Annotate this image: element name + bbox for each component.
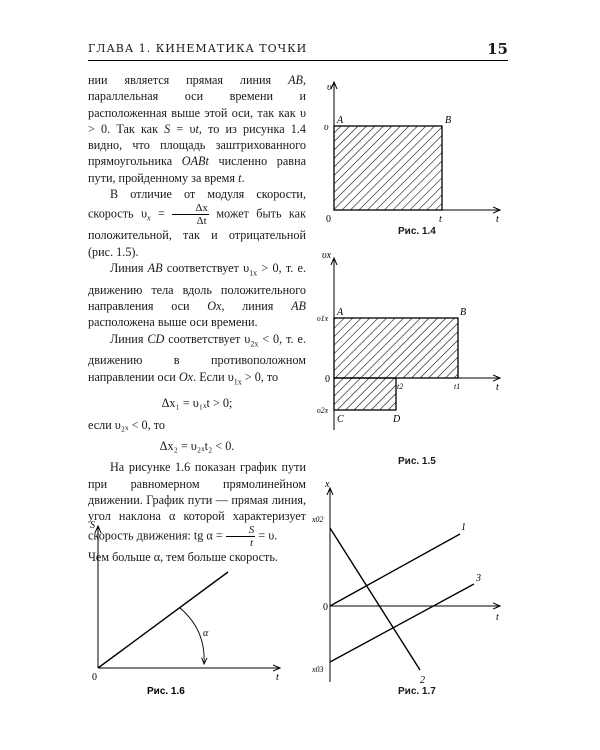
- formula-dx2: Δx₂ = υ₂ₓt₂ < 0.: [159, 438, 235, 453]
- paragraph-5: если υ₂ₓ < 0, то: [88, 417, 166, 432]
- fig17-caption: Рис. 1.7: [398, 686, 436, 697]
- paragraph-4: Линия CD соответствует $\upsilon_{2x} < 0$, т. е. движению в противоположном направлении оси Ox. Если $\upsilon_{1x} > 0$, то: [88, 331, 306, 387]
- fig14-point-b: B: [445, 115, 452, 126]
- paragraph-2: В отличие от модуля скорости, скорость $\upsilon_x$ = $\frac{\Delta x}{\Delta t}$ может быть как положительной, так и отрицательной (рис. 1.5).: [88, 187, 307, 259]
- fig16-caption: Рис. 1.6: [147, 686, 185, 697]
- fig14-y-label: υ: [327, 82, 332, 93]
- fig16-origin: 0: [92, 672, 97, 683]
- paragraph-3: Линия AB соответствует $\upsilon_{1x} > 0$, т. е. движению тела вдоль положительного направления оси Ox, линия AB расположена выше оси времени.: [88, 261, 306, 330]
- fig16-y-label: S: [90, 520, 95, 531]
- fig17-y-label: x: [325, 479, 330, 490]
- fig15-caption: Рис. 1.5: [398, 456, 436, 467]
- figure-1-5: [317, 250, 500, 430]
- paragraph-7: Чем больше α, тем больше скорость.: [88, 550, 278, 565]
- figure-1-7: [311, 479, 500, 686]
- fig15-positive-area: [334, 318, 458, 378]
- paragraph-1: нии является прямая линия AB, параллельная оси времени и расположенная выше этой оси, так как υ > 0. Так как S = υt, то из рисунка 1.4 видно, что площадь заштрихованного прямоугольника OABt численно равна пути, пройденному за время t.: [88, 73, 306, 185]
- velocity-fraction: $\frac{\Delta x}{\Delta t}$: [172, 202, 209, 227]
- fig17-x02: x02: [312, 515, 324, 524]
- fig17-line-1: [330, 534, 460, 606]
- formula-dx1: Δx₁ = υ₁ₓt > 0;: [161, 396, 233, 411]
- fig17-label-1: 1: [461, 522, 466, 533]
- fig14-x-label: t: [496, 214, 499, 225]
- fig17-label-2: 2: [420, 675, 425, 686]
- fig15-t2-tick: t2: [397, 382, 404, 391]
- figure-1-6: [90, 520, 280, 683]
- fig15-point-a: A: [337, 307, 344, 318]
- page-number: 15: [487, 40, 508, 58]
- fig15-origin: 0: [325, 374, 330, 385]
- fig16-path-line: [98, 572, 228, 668]
- fig17-label-3: 3: [476, 573, 481, 584]
- fig17-x-label: t: [496, 612, 499, 623]
- fig15-point-d: D: [393, 414, 401, 425]
- fig16-angle-label: α: [203, 628, 209, 639]
- fig15-t1-tick: t1: [454, 382, 461, 391]
- tangent-fraction: $\frac{S}{t}$: [226, 524, 256, 549]
- figure-1-4: [324, 82, 500, 225]
- fig14-point-a: A: [337, 115, 344, 126]
- fig14-hatched-area: [334, 126, 442, 210]
- fig17-origin: 0: [323, 602, 328, 613]
- fig15-point-b: B: [460, 307, 467, 318]
- fig14-origin: 0: [326, 214, 331, 225]
- fig15-negative-area: [334, 378, 396, 410]
- paragraph-6: На рисунке 1.6 показан график пути при равномерном прямолинейном движении. График пути — прямая линия, угол наклона α которой характеризует скорость движения: tg α = $\frac{S}{t}$ = υ.: [88, 460, 306, 550]
- fig15-v1-tick: υ1x: [317, 314, 329, 323]
- fig16-angle-arc: [180, 608, 204, 664]
- fig15-y-label: υx: [322, 250, 332, 261]
- fig14-caption: Рис. 1.4: [398, 226, 436, 237]
- fig17-line-3: [330, 584, 474, 662]
- fig16-x-label: t: [276, 672, 279, 683]
- fig15-x-label: t: [496, 382, 499, 393]
- fig14-t-tick: t: [439, 214, 442, 225]
- fig17-x03: x03: [312, 665, 324, 674]
- running-title: ГЛАВА 1. КИНЕМАТИКА ТОЧКИ: [88, 42, 308, 55]
- fig14-v-tick: υ: [324, 122, 329, 133]
- fig15-v2-tick: υ2x: [317, 406, 329, 415]
- fig15-point-c: C: [337, 414, 344, 425]
